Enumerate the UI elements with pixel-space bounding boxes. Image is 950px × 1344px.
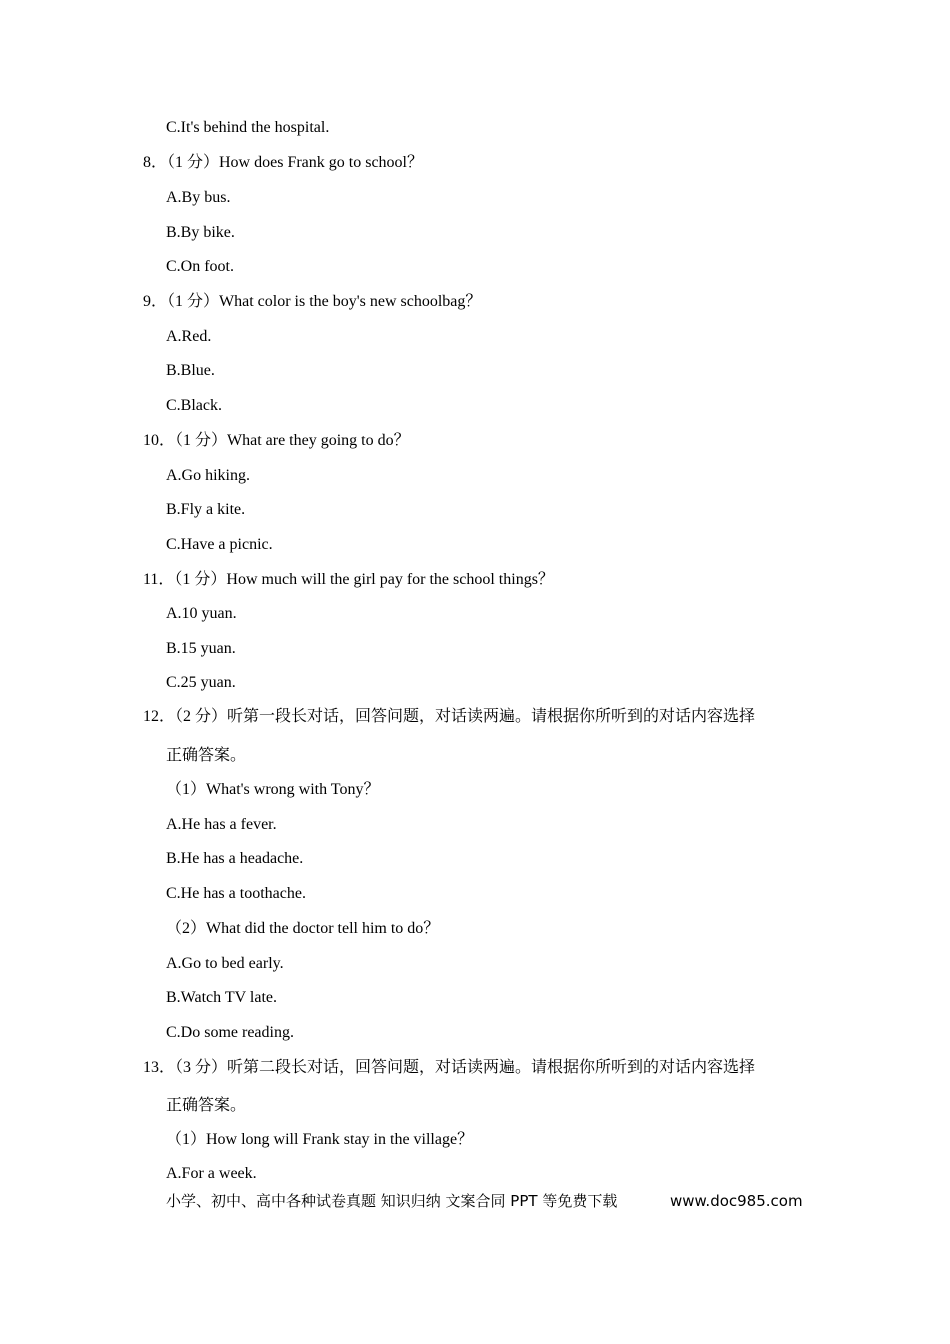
question-continuation: 正确答案。: [166, 1097, 247, 1114]
question-line: 10．（1 分）What are they going to do？: [143, 432, 410, 449]
option-line: A.He has a fever.: [166, 816, 277, 833]
sub-question-line: （1）How long will Frank stay in the village？: [166, 1131, 474, 1148]
option-line: C.He has a toothache.: [166, 885, 306, 902]
option-line: C.25 yuan.: [166, 674, 236, 691]
option-line: A.Go hiking.: [166, 467, 250, 484]
option-line: B.By bike.: [166, 224, 235, 241]
option-line: A.For a week.: [166, 1165, 257, 1182]
option-line: B.Blue.: [166, 362, 215, 379]
option-line: A.By bus.: [166, 189, 231, 206]
sub-question-line: （2）What did the doctor tell him to do？: [166, 920, 440, 937]
option-line: C.It's behind the hospital.: [166, 119, 330, 136]
footer-url[interactable]: www.doc985.com: [670, 1192, 803, 1210]
option-line: C.Do some reading.: [166, 1024, 294, 1041]
option-line: C.Have a picnic.: [166, 536, 273, 553]
sub-question-line: （1）What's wrong with Tony？: [166, 781, 380, 798]
option-line: B.15 yuan.: [166, 640, 236, 657]
option-line: B.He has a headache.: [166, 850, 304, 867]
option-line: B.Fly a kite.: [166, 501, 246, 518]
option-line: C.Black.: [166, 397, 222, 414]
option-line: A.Go to bed early.: [166, 955, 284, 972]
page-footer: [166, 1191, 803, 1211]
question-line: 12．（2 分）听第一段长对话，回答问题，对话读两遍。请根据你所听到的对话内容选择: [143, 708, 756, 725]
question-line: 13．（3 分）听第二段长对话，回答问题，对话读两遍。请根据你所听到的对话内容选择: [143, 1059, 756, 1076]
question-line: 8．（1 分）How does Frank go to school？: [143, 154, 423, 171]
question-continuation: 正确答案。: [166, 747, 247, 764]
option-line: A.10 yuan.: [166, 605, 237, 622]
footer-text: 小学、初中、高中各种试卷真题 知识归纳 文案合同 PPT 等免费下载: [166, 1192, 618, 1210]
question-line: 11．（1 分）How much will the girl pay for the school things？: [143, 571, 554, 588]
option-line: B.Watch TV late.: [166, 989, 277, 1006]
option-line: C.On foot.: [166, 258, 234, 275]
question-line: 9．（1 分）What color is the boy's new schoolbag？: [143, 293, 482, 310]
option-line: A.Red.: [166, 328, 212, 345]
